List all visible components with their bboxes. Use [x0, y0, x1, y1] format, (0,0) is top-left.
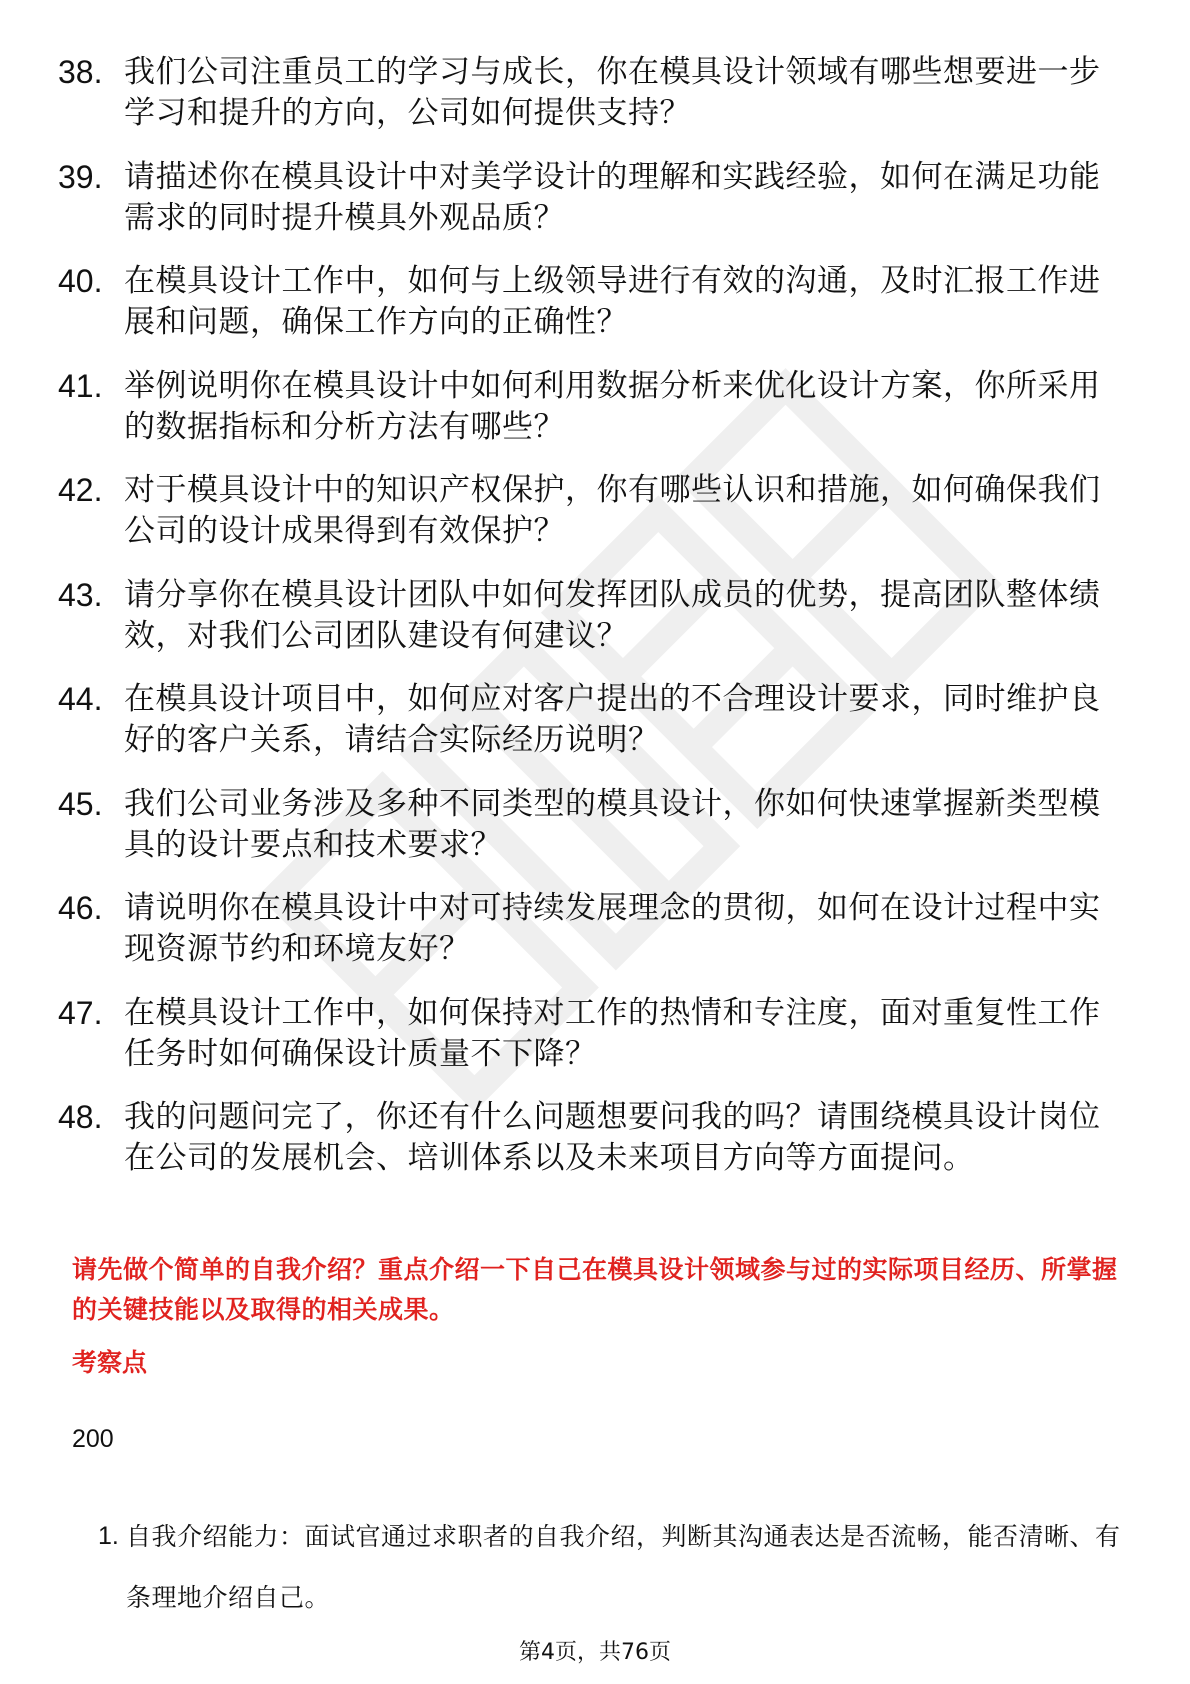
- question-number: 45.: [58, 785, 103, 822]
- question-number: 48.: [58, 1099, 103, 1135]
- question-text: 在模具设计工作中，如何保持对工作的热情和专注度，面对重复性工作任务时如何确保设计质量不下降？: [124, 994, 1101, 1072]
- question-number: 47.: [58, 994, 103, 1031]
- question-item: [58, 993, 1118, 1075]
- question-number: 44.: [58, 681, 103, 717]
- highlight-question: 请先做个简单的自我介绍？重点介绍一下自己在模具设计领域参与过的实际项目经历、所掌握的关键技能以及取得的相关成果。: [72, 1255, 1118, 1324]
- question-text: 请分享你在模具设计团队中如何发挥团队成员的优势，提高团队整体绩效，对我们公司团队建设有何建议？: [124, 576, 1101, 654]
- section-label: 考察点: [72, 1348, 148, 1377]
- question-item: [58, 575, 1118, 657]
- question-number: 43.: [58, 576, 103, 613]
- page-footer: 第4页，共76页: [519, 1640, 671, 1665]
- question-text: 我们公司业务涉及多种不同类型的模具设计，你如何快速掌握新类型模具的设计要点和技术要求？: [124, 785, 1101, 863]
- point-text: 自我介绍能力：面试官通过求职者的自我介绍，判断其沟通表达是否流畅，能否清晰、有条理地介绍自己。: [126, 1522, 1121, 1612]
- question-number: 46.: [58, 890, 103, 926]
- question-text: 举例说明你在模具设计中如何利用数据分析来优化设计方案，你所采用的数据指标和分析方法有哪些？: [124, 367, 1101, 445]
- question-item: [58, 366, 1118, 448]
- question-text: 在模具设计项目中，如何应对客户提出的不合理设计要求，同时维护良好的客户关系，请结合实际经历说明？: [124, 681, 1101, 758]
- question-number: 40.: [58, 263, 103, 299]
- question-item: [58, 888, 1118, 970]
- question-number: 38.: [58, 54, 103, 90]
- point-number: 1.: [98, 1522, 119, 1550]
- score-value: 200: [72, 1425, 114, 1453]
- question-text: 对于模具设计中的知识产权保护，你有哪些认识和措施，如何确保我们公司的设计成果得到有效保护？: [124, 472, 1101, 549]
- question-text: 我们公司注重员工的学习与成长，你在模具设计领域有哪些想要进一步学习和提升的方向，公司如何提供支持？: [124, 54, 1101, 131]
- question-item: [58, 470, 1118, 552]
- question-item: [58, 157, 1118, 239]
- question-number: 42.: [58, 472, 103, 508]
- question-text: 我的问题问完了，你还有什么问题想要问我的吗？请围绕模具设计岗位在公司的发展机会、培训体系以及未来项目方向等方面提问。: [124, 1099, 1101, 1176]
- assessment-point: [98, 1506, 1128, 1628]
- assessment-points-list: [98, 1506, 1128, 1628]
- question-item: [58, 679, 1118, 761]
- question-list: [58, 52, 1118, 1202]
- question-item: [58, 261, 1118, 343]
- question-number: 39.: [58, 158, 103, 195]
- question-item: [58, 784, 1118, 866]
- question-text: 在模具设计工作中，如何与上级领导进行有效的沟通，及时汇报工作进展和问题，确保工作方向的正确性？: [124, 263, 1101, 340]
- question-item: [58, 1097, 1118, 1179]
- question-item: [58, 52, 1118, 134]
- question-text: 请说明你在模具设计中对可持续发展理念的贯彻，如何在设计过程中实现资源节约和环境友好？: [124, 890, 1101, 967]
- question-number: 41.: [58, 367, 103, 404]
- question-text: 请描述你在模具设计中对美学设计的理解和实践经验，如何在满足功能需求的同时提升模具外观品质？: [124, 158, 1101, 236]
